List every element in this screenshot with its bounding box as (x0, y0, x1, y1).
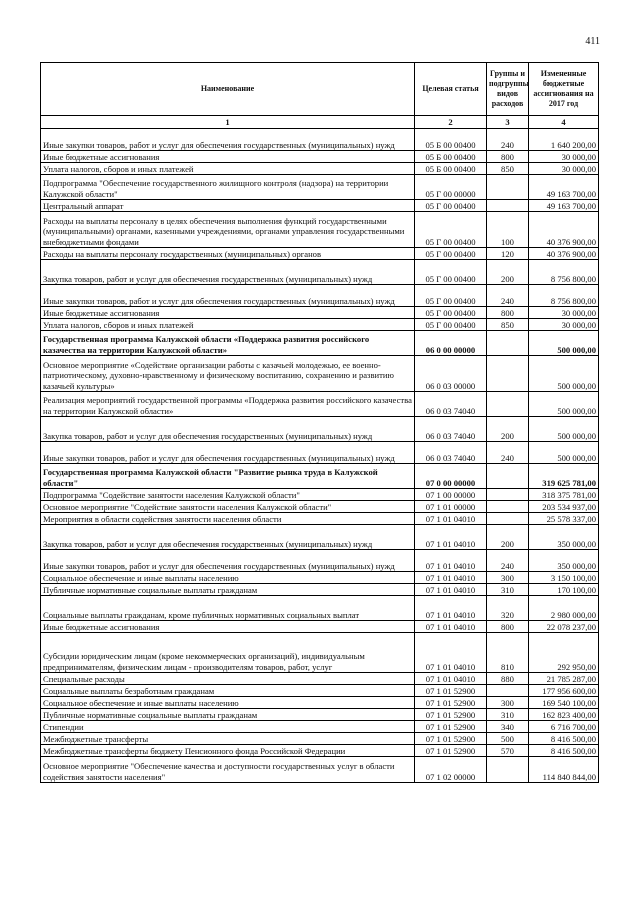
row-amount-cell: 22 078 237,00 (529, 621, 599, 633)
row-target-article-cell: 06 0 03 00000 (415, 356, 487, 392)
row-expense-group-cell (487, 513, 529, 525)
row-target-article-cell: 06 0 03 74040 (415, 417, 487, 442)
row-target-article-cell: 05 Г 00 00400 (415, 260, 487, 285)
row-expense-group-cell (487, 757, 529, 783)
row-name-cell: Основное мероприятие "Обеспечение качества и доступности государственных услуг в области содействия занятости населения" (41, 757, 415, 783)
row-name-cell: Иные закупки товаров, работ и услуг для обеспечения государственных (муниципальных) нужд (41, 285, 415, 307)
row-target-article-cell: 07 1 01 52900 (415, 733, 487, 745)
table-row (41, 721, 599, 733)
row-amount-cell: 350 000,00 (529, 525, 599, 550)
row-amount-cell: 318 375 781,00 (529, 489, 599, 501)
row-amount-cell: 6 716 700,00 (529, 721, 599, 733)
row-expense-group-cell: 320 (487, 596, 529, 621)
row-amount-cell: 21 785 287,00 (529, 673, 599, 685)
row-target-article-cell: 07 1 01 04010 (415, 633, 487, 673)
row-expense-group-cell: 340 (487, 721, 529, 733)
row-name-cell: Иные бюджетные ассигнования (41, 151, 415, 163)
row-amount-cell: 500 000,00 (529, 417, 599, 442)
table-row (41, 673, 599, 685)
row-target-article-cell: 05 Г 00 00400 (415, 319, 487, 331)
table-row (41, 356, 599, 392)
row-name-cell: Социальные выплаты безработным гражданам (41, 685, 415, 697)
table-row (41, 709, 599, 721)
row-target-article-cell: 07 1 01 00000 (415, 501, 487, 513)
row-name-cell: Иные закупки товаров, работ и услуг для обеспечения государственных (муниципальных) нужд (41, 442, 415, 464)
table-row (41, 633, 599, 673)
row-expense-group-cell: 200 (487, 417, 529, 442)
row-amount-cell: 500 000,00 (529, 331, 599, 356)
row-amount-cell: 500 000,00 (529, 442, 599, 464)
row-expense-group-cell: 850 (487, 163, 529, 175)
row-target-article-cell: 07 1 01 04010 (415, 525, 487, 550)
row-amount-cell: 8 416 500,00 (529, 733, 599, 745)
row-name-cell: Уплата налогов, сборов и иных платежей (41, 319, 415, 331)
row-name-cell: Стипендии (41, 721, 415, 733)
row-target-article-cell: 07 1 01 04010 (415, 550, 487, 572)
table-row (41, 572, 599, 584)
row-amount-cell: 49 163 700,00 (529, 175, 599, 200)
row-target-article-cell: 07 1 01 04010 (415, 596, 487, 621)
row-expense-group-cell: 200 (487, 260, 529, 285)
row-amount-cell: 203 534 937,00 (529, 501, 599, 513)
row-name-cell: Социальное обеспечение и иные выплаты населению (41, 572, 415, 584)
row-amount-cell: 8 756 800,00 (529, 285, 599, 307)
row-amount-cell: 8 416 500,00 (529, 745, 599, 757)
row-amount-cell: 2 980 000,00 (529, 596, 599, 621)
row-amount-cell: 30 000,00 (529, 163, 599, 175)
row-target-article-cell: 05 Г 00 00400 (415, 285, 487, 307)
row-name-cell: Мероприятия в области содействия занятости населения области (41, 513, 415, 525)
header-target-article: Целевая статья (415, 63, 487, 116)
row-name-cell: Расходы на выплаты персоналу государственных (муниципальных) органов (41, 248, 415, 260)
table-row (41, 501, 599, 513)
table-row (41, 550, 599, 572)
row-amount-cell: 169 540 100,00 (529, 697, 599, 709)
column-number: 2 (415, 116, 487, 129)
column-number: 3 (487, 116, 529, 129)
row-name-cell: Реализация мероприятий государственной программы «Поддержка развития российского казачества на территории Калужской области» (41, 392, 415, 417)
table-row (41, 129, 599, 151)
table-row (41, 175, 599, 200)
row-target-article-cell: 07 1 01 04010 (415, 572, 487, 584)
row-expense-group-cell: 500 (487, 733, 529, 745)
column-number: 1 (41, 116, 415, 129)
column-number: 4 (529, 116, 599, 129)
table-row (41, 685, 599, 697)
row-expense-group-cell: 120 (487, 248, 529, 260)
row-target-article-cell: 05 Г 00 00400 (415, 307, 487, 319)
row-name-cell: Уплата налогов, сборов и иных платежей (41, 163, 415, 175)
header-name: Наименование (41, 63, 415, 116)
row-name-cell: Подпрограмма "Содействие занятости населения Калужской области" (41, 489, 415, 501)
row-expense-group-cell (487, 175, 529, 200)
row-target-article-cell: 05 Б 00 00400 (415, 163, 487, 175)
row-expense-group-cell (487, 685, 529, 697)
table-row (41, 745, 599, 757)
row-amount-cell: 350 000,00 (529, 550, 599, 572)
row-amount-cell: 49 163 700,00 (529, 200, 599, 212)
table-header-row (41, 63, 599, 116)
row-amount-cell: 177 956 600,00 (529, 685, 599, 697)
table-row (41, 392, 599, 417)
table-row (41, 307, 599, 319)
row-name-cell: Государственная программа Калужской области "Развитие рынка труда в Калужской области" (41, 464, 415, 489)
row-expense-group-cell (487, 200, 529, 212)
row-target-article-cell: 07 1 01 52900 (415, 745, 487, 757)
row-expense-group-cell: 880 (487, 673, 529, 685)
row-amount-cell: 30 000,00 (529, 319, 599, 331)
row-expense-group-cell: 300 (487, 697, 529, 709)
table-row (41, 697, 599, 709)
row-name-cell: Публичные нормативные социальные выплаты гражданам (41, 709, 415, 721)
row-name-cell: Социальные выплаты гражданам, кроме публичных нормативных социальных выплат (41, 596, 415, 621)
table-row (41, 248, 599, 260)
table-row (41, 200, 599, 212)
table-row (41, 584, 599, 596)
header-amount: Измененные бюджетные ассигнования на 2017 год (529, 63, 599, 116)
table-body (41, 129, 599, 783)
row-name-cell: Расходы на выплаты персоналу в целях обеспечения выполнения функций государственными (муниципальными) органами, казенными учреждениями, органами управления государственными внебюджетными фондами (41, 212, 415, 248)
row-target-article-cell: 07 1 01 04010 (415, 621, 487, 633)
row-amount-cell: 3 150 100,00 (529, 572, 599, 584)
row-target-article-cell: 07 1 01 04010 (415, 513, 487, 525)
table-row (41, 163, 599, 175)
row-expense-group-cell: 240 (487, 285, 529, 307)
row-name-cell: Закупка товаров, работ и услуг для обеспечения государственных (муниципальных) нужд (41, 525, 415, 550)
row-target-article-cell: 06 0 00 00000 (415, 331, 487, 356)
row-target-article-cell: 07 1 01 52900 (415, 697, 487, 709)
row-expense-group-cell (487, 464, 529, 489)
table-row (41, 442, 599, 464)
row-name-cell: Центральный аппарат (41, 200, 415, 212)
row-expense-group-cell: 200 (487, 525, 529, 550)
table-row (41, 417, 599, 442)
row-expense-group-cell: 310 (487, 584, 529, 596)
row-amount-cell: 292 950,00 (529, 633, 599, 673)
row-expense-group-cell (487, 489, 529, 501)
table-row (41, 151, 599, 163)
row-target-article-cell: 06 0 03 74040 (415, 392, 487, 417)
row-target-article-cell: 06 0 03 74040 (415, 442, 487, 464)
page-number: 411 (585, 36, 600, 47)
row-target-article-cell: 07 1 01 52900 (415, 709, 487, 721)
row-expense-group-cell: 300 (487, 572, 529, 584)
row-name-cell: Закупка товаров, работ и услуг для обеспечения государственных (муниципальных) нужд (41, 260, 415, 285)
row-amount-cell: 30 000,00 (529, 151, 599, 163)
table-row (41, 331, 599, 356)
table-row (41, 513, 599, 525)
table-row (41, 733, 599, 745)
row-expense-group-cell (487, 331, 529, 356)
row-name-cell: Подпрограмма "Обеспечение государственного жилищного контроля (надзора) на территории Калужской области" (41, 175, 415, 200)
row-amount-cell: 30 000,00 (529, 307, 599, 319)
row-expense-group-cell (487, 392, 529, 417)
budget-allocations-table (40, 62, 599, 783)
row-name-cell: Социальное обеспечение и иные выплаты населению (41, 697, 415, 709)
row-amount-cell: 40 376 900,00 (529, 212, 599, 248)
row-name-cell: Межбюджетные трансферты (41, 733, 415, 745)
row-target-article-cell: 05 Г 00 00400 (415, 212, 487, 248)
row-amount-cell: 40 376 900,00 (529, 248, 599, 260)
row-expense-group-cell: 800 (487, 151, 529, 163)
row-amount-cell: 1 640 200,00 (529, 129, 599, 151)
column-number-row (41, 116, 599, 129)
table-row (41, 212, 599, 248)
row-expense-group-cell: 810 (487, 633, 529, 673)
row-name-cell: Специальные расходы (41, 673, 415, 685)
row-expense-group-cell: 310 (487, 709, 529, 721)
row-target-article-cell: 07 0 00 00000 (415, 464, 487, 489)
row-expense-group-cell (487, 501, 529, 513)
table-row (41, 464, 599, 489)
row-target-article-cell: 07 1 01 04010 (415, 584, 487, 596)
row-target-article-cell: 07 1 00 00000 (415, 489, 487, 501)
row-name-cell: Закупка товаров, работ и услуг для обеспечения государственных (муниципальных) нужд (41, 417, 415, 442)
row-expense-group-cell (487, 356, 529, 392)
row-expense-group-cell: 240 (487, 442, 529, 464)
row-amount-cell: 114 840 844,00 (529, 757, 599, 783)
row-target-article-cell: 05 Г 00 00400 (415, 248, 487, 260)
table-row (41, 757, 599, 783)
row-name-cell: Публичные нормативные социальные выплаты гражданам (41, 584, 415, 596)
row-name-cell: Основное мероприятие «Содействие организации работы с казачьей молодежью, ее военно-патриотическому, духовно-нравственному и физическому воспитанию, сохранению и развитию казачьей культуры» (41, 356, 415, 392)
row-name-cell: Иные закупки товаров, работ и услуг для обеспечения государственных (муниципальных) нужд (41, 550, 415, 572)
row-expense-group-cell: 850 (487, 319, 529, 331)
row-amount-cell: 25 578 337,00 (529, 513, 599, 525)
row-target-article-cell: 07 1 01 52900 (415, 721, 487, 733)
row-amount-cell: 8 756 800,00 (529, 260, 599, 285)
row-target-article-cell: 07 1 01 52900 (415, 685, 487, 697)
table-row (41, 525, 599, 550)
row-expense-group-cell: 800 (487, 621, 529, 633)
row-target-article-cell: 05 Б 00 00400 (415, 151, 487, 163)
row-name-cell: Основное мероприятие "Содействие занятости населения Калужской области" (41, 501, 415, 513)
row-expense-group-cell: 240 (487, 550, 529, 572)
row-name-cell: Иные закупки товаров, работ и услуг для обеспечения государственных (муниципальных) нужд (41, 129, 415, 151)
row-amount-cell: 319 625 781,00 (529, 464, 599, 489)
row-target-article-cell: 05 Г 00 00400 (415, 200, 487, 212)
row-target-article-cell: 05 Б 00 00400 (415, 129, 487, 151)
table-row (41, 285, 599, 307)
row-name-cell: Межбюджетные трансферты бюджету Пенсионного фонда Российской Федерации (41, 745, 415, 757)
row-target-article-cell: 07 1 01 04010 (415, 673, 487, 685)
row-amount-cell: 162 823 400,00 (529, 709, 599, 721)
table-row (41, 260, 599, 285)
row-expense-group-cell: 800 (487, 307, 529, 319)
row-target-article-cell: 07 1 02 00000 (415, 757, 487, 783)
row-target-article-cell: 05 Г 00 00000 (415, 175, 487, 200)
row-name-cell: Государственная программа Калужской области «Поддержка развития российского казачества на территории Калужской области» (41, 331, 415, 356)
row-name-cell: Субсидии юридическим лицам (кроме некоммерческих организаций), индивидуальным предпринимателям, физическим лицам - производителям товаров, работ, услуг (41, 633, 415, 673)
row-amount-cell: 500 000,00 (529, 392, 599, 417)
row-expense-group-cell: 570 (487, 745, 529, 757)
header-expense-groups: Группы и подгруппы видов расходов (487, 63, 529, 116)
row-expense-group-cell: 240 (487, 129, 529, 151)
row-name-cell: Иные бюджетные ассигнования (41, 621, 415, 633)
row-expense-group-cell: 100 (487, 212, 529, 248)
row-amount-cell: 170 100,00 (529, 584, 599, 596)
table-row (41, 319, 599, 331)
row-name-cell: Иные бюджетные ассигнования (41, 307, 415, 319)
row-amount-cell: 500 000,00 (529, 356, 599, 392)
table-row (41, 621, 599, 633)
table-row (41, 489, 599, 501)
table-row (41, 596, 599, 621)
